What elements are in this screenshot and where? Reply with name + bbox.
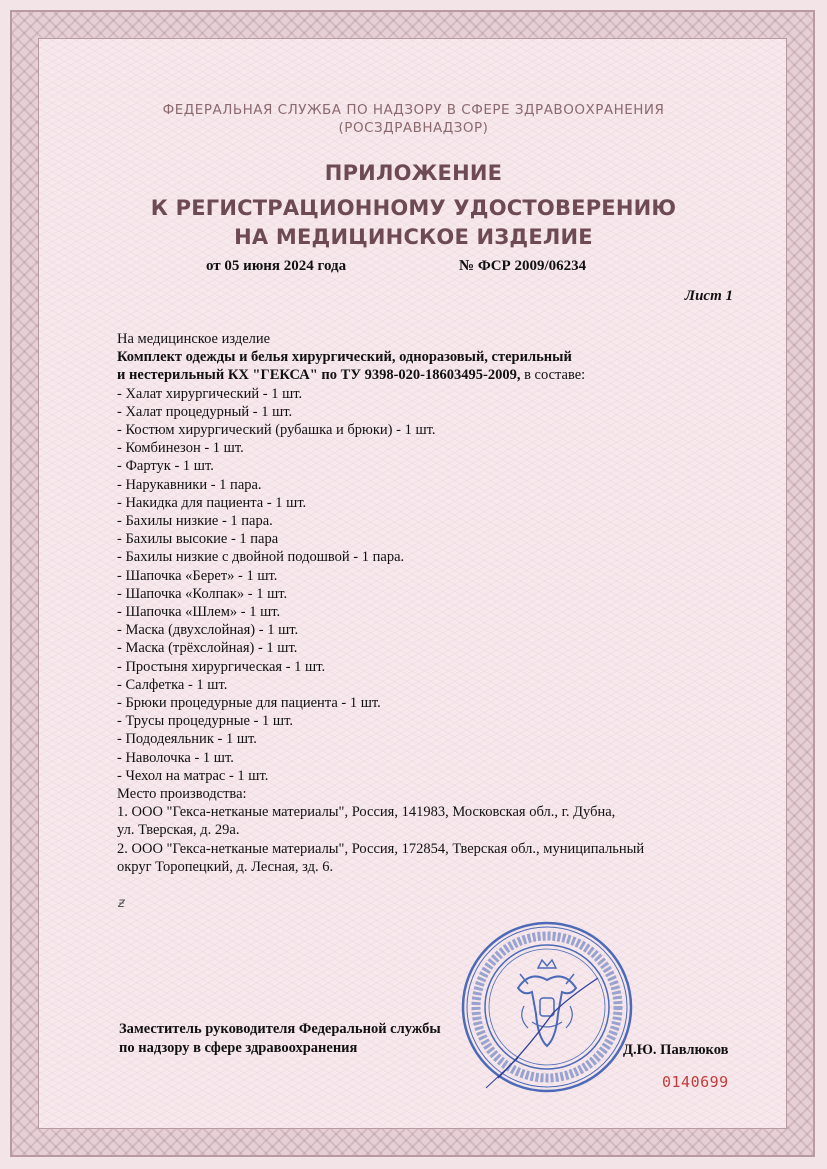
handwritten-mark: ƶ bbox=[118, 896, 125, 911]
list-item: - Фартук - 1 шт. bbox=[117, 458, 214, 475]
agency-name: ФЕДЕРАЛЬНАЯ СЛУЖБА ПО НАДЗОРУ В СФЕРЕ ЗДРАВООХРАНЕНИЯ bbox=[162, 102, 665, 118]
list-item: - Брюки процедурные для пациента - 1 шт. bbox=[117, 695, 381, 712]
production-heading: Место производства: bbox=[117, 786, 247, 803]
list-item: - Чехол на матрас - 1 шт. bbox=[117, 767, 269, 784]
agency-abbreviation: (РОСЗДРАВНАДЗОР) bbox=[338, 120, 489, 136]
list-item: - Наволочка - 1 шт. bbox=[117, 749, 234, 766]
production-line: 1. ООО "Гекса-нетканые материалы", Россия, 141983, Московская обл., г. Дубна, bbox=[117, 804, 616, 821]
list-item: - Простыня хирургическая - 1 шт. bbox=[117, 658, 326, 675]
composition-label: в составе: bbox=[520, 367, 586, 384]
document-title-line1: ПРИЛОЖЕНИЕ bbox=[324, 161, 503, 185]
list-item: - Шапочка «Шлем» - 1 шт. bbox=[117, 604, 281, 621]
production-line: округ Торопецкий, д. Лесная, зд. 6. bbox=[117, 858, 334, 875]
list-item: - Трусы процедурные - 1 шт. bbox=[117, 713, 293, 730]
list-item: - Костюм хирургический (рубашка и брюки) - 1 шт. bbox=[117, 422, 436, 439]
list-item: - Накидка для пациента - 1 шт. bbox=[117, 494, 307, 511]
signatory-title bbox=[119, 1020, 441, 1058]
list-item: - Халат хирургический - 1 шт. bbox=[117, 385, 303, 402]
signatory-line2: по надзору в сфере здравоохранения bbox=[119, 1040, 358, 1056]
product-spec: и нестерильный КХ "ГЕКСА" по ТУ 9398-020-18603495-2009, bbox=[117, 367, 521, 384]
item-list bbox=[117, 385, 747, 785]
list-item: - Салфетка - 1 шт. bbox=[117, 676, 228, 693]
intro-text: На медицинское изделие bbox=[117, 331, 271, 347]
official-seal-stamp-icon bbox=[458, 918, 636, 1096]
list-item: - Шапочка «Берет» - 1 шт. bbox=[117, 567, 278, 584]
product-name-line2 bbox=[117, 366, 747, 384]
list-item: - Бахилы низкие с двойной подошвой - 1 пара. bbox=[117, 549, 405, 566]
list-item: - Маска (двухслойная) - 1 шт. bbox=[117, 622, 299, 639]
form-serial-number: 0140699 bbox=[662, 1073, 729, 1091]
list-item: - Бахилы низкие - 1 пара. bbox=[117, 513, 273, 530]
production-line: ул. Тверская, д. 29а. bbox=[117, 822, 240, 839]
list-item: - Халат процедурный - 1 шт. bbox=[117, 403, 293, 420]
list-item: - Пододеяльник - 1 шт. bbox=[117, 731, 257, 748]
production-line: 2. ООО "Гекса-нетканые материалы", Россия, 172854, Тверская обл., муниципальный bbox=[117, 840, 645, 857]
list-item: - Нарукавники - 1 пара. bbox=[117, 476, 262, 493]
signatory-line1: Заместитель руководителя Федеральной службы bbox=[119, 1021, 441, 1037]
issue-date: от 05 июня 2024 года bbox=[206, 258, 347, 274]
product-name-line1: Комплект одежды и белья хирургический, одноразовый, стерильный bbox=[117, 349, 572, 366]
signer-name: Д.Ю. Павлюков bbox=[623, 1042, 729, 1058]
list-item: - Комбинезон - 1 шт. bbox=[117, 440, 244, 457]
list-item: - Бахилы высокие - 1 пара bbox=[117, 531, 279, 548]
document-body bbox=[117, 330, 747, 876]
sheet-number: Лист 1 bbox=[684, 288, 733, 304]
list-item: - Шапочка «Колпак» - 1 шт. bbox=[117, 585, 288, 602]
document-title-line2: К РЕГИСТРАЦИОННОМУ УДОСТОВЕРЕНИЮ bbox=[150, 196, 677, 220]
registration-number: № ФСР 2009/06234 bbox=[459, 258, 587, 274]
document-title-line3: НА МЕДИЦИНСКОЕ ИЗДЕЛИЕ bbox=[234, 225, 593, 249]
list-item: - Маска (трёхслойная) - 1 шт. bbox=[117, 640, 298, 657]
